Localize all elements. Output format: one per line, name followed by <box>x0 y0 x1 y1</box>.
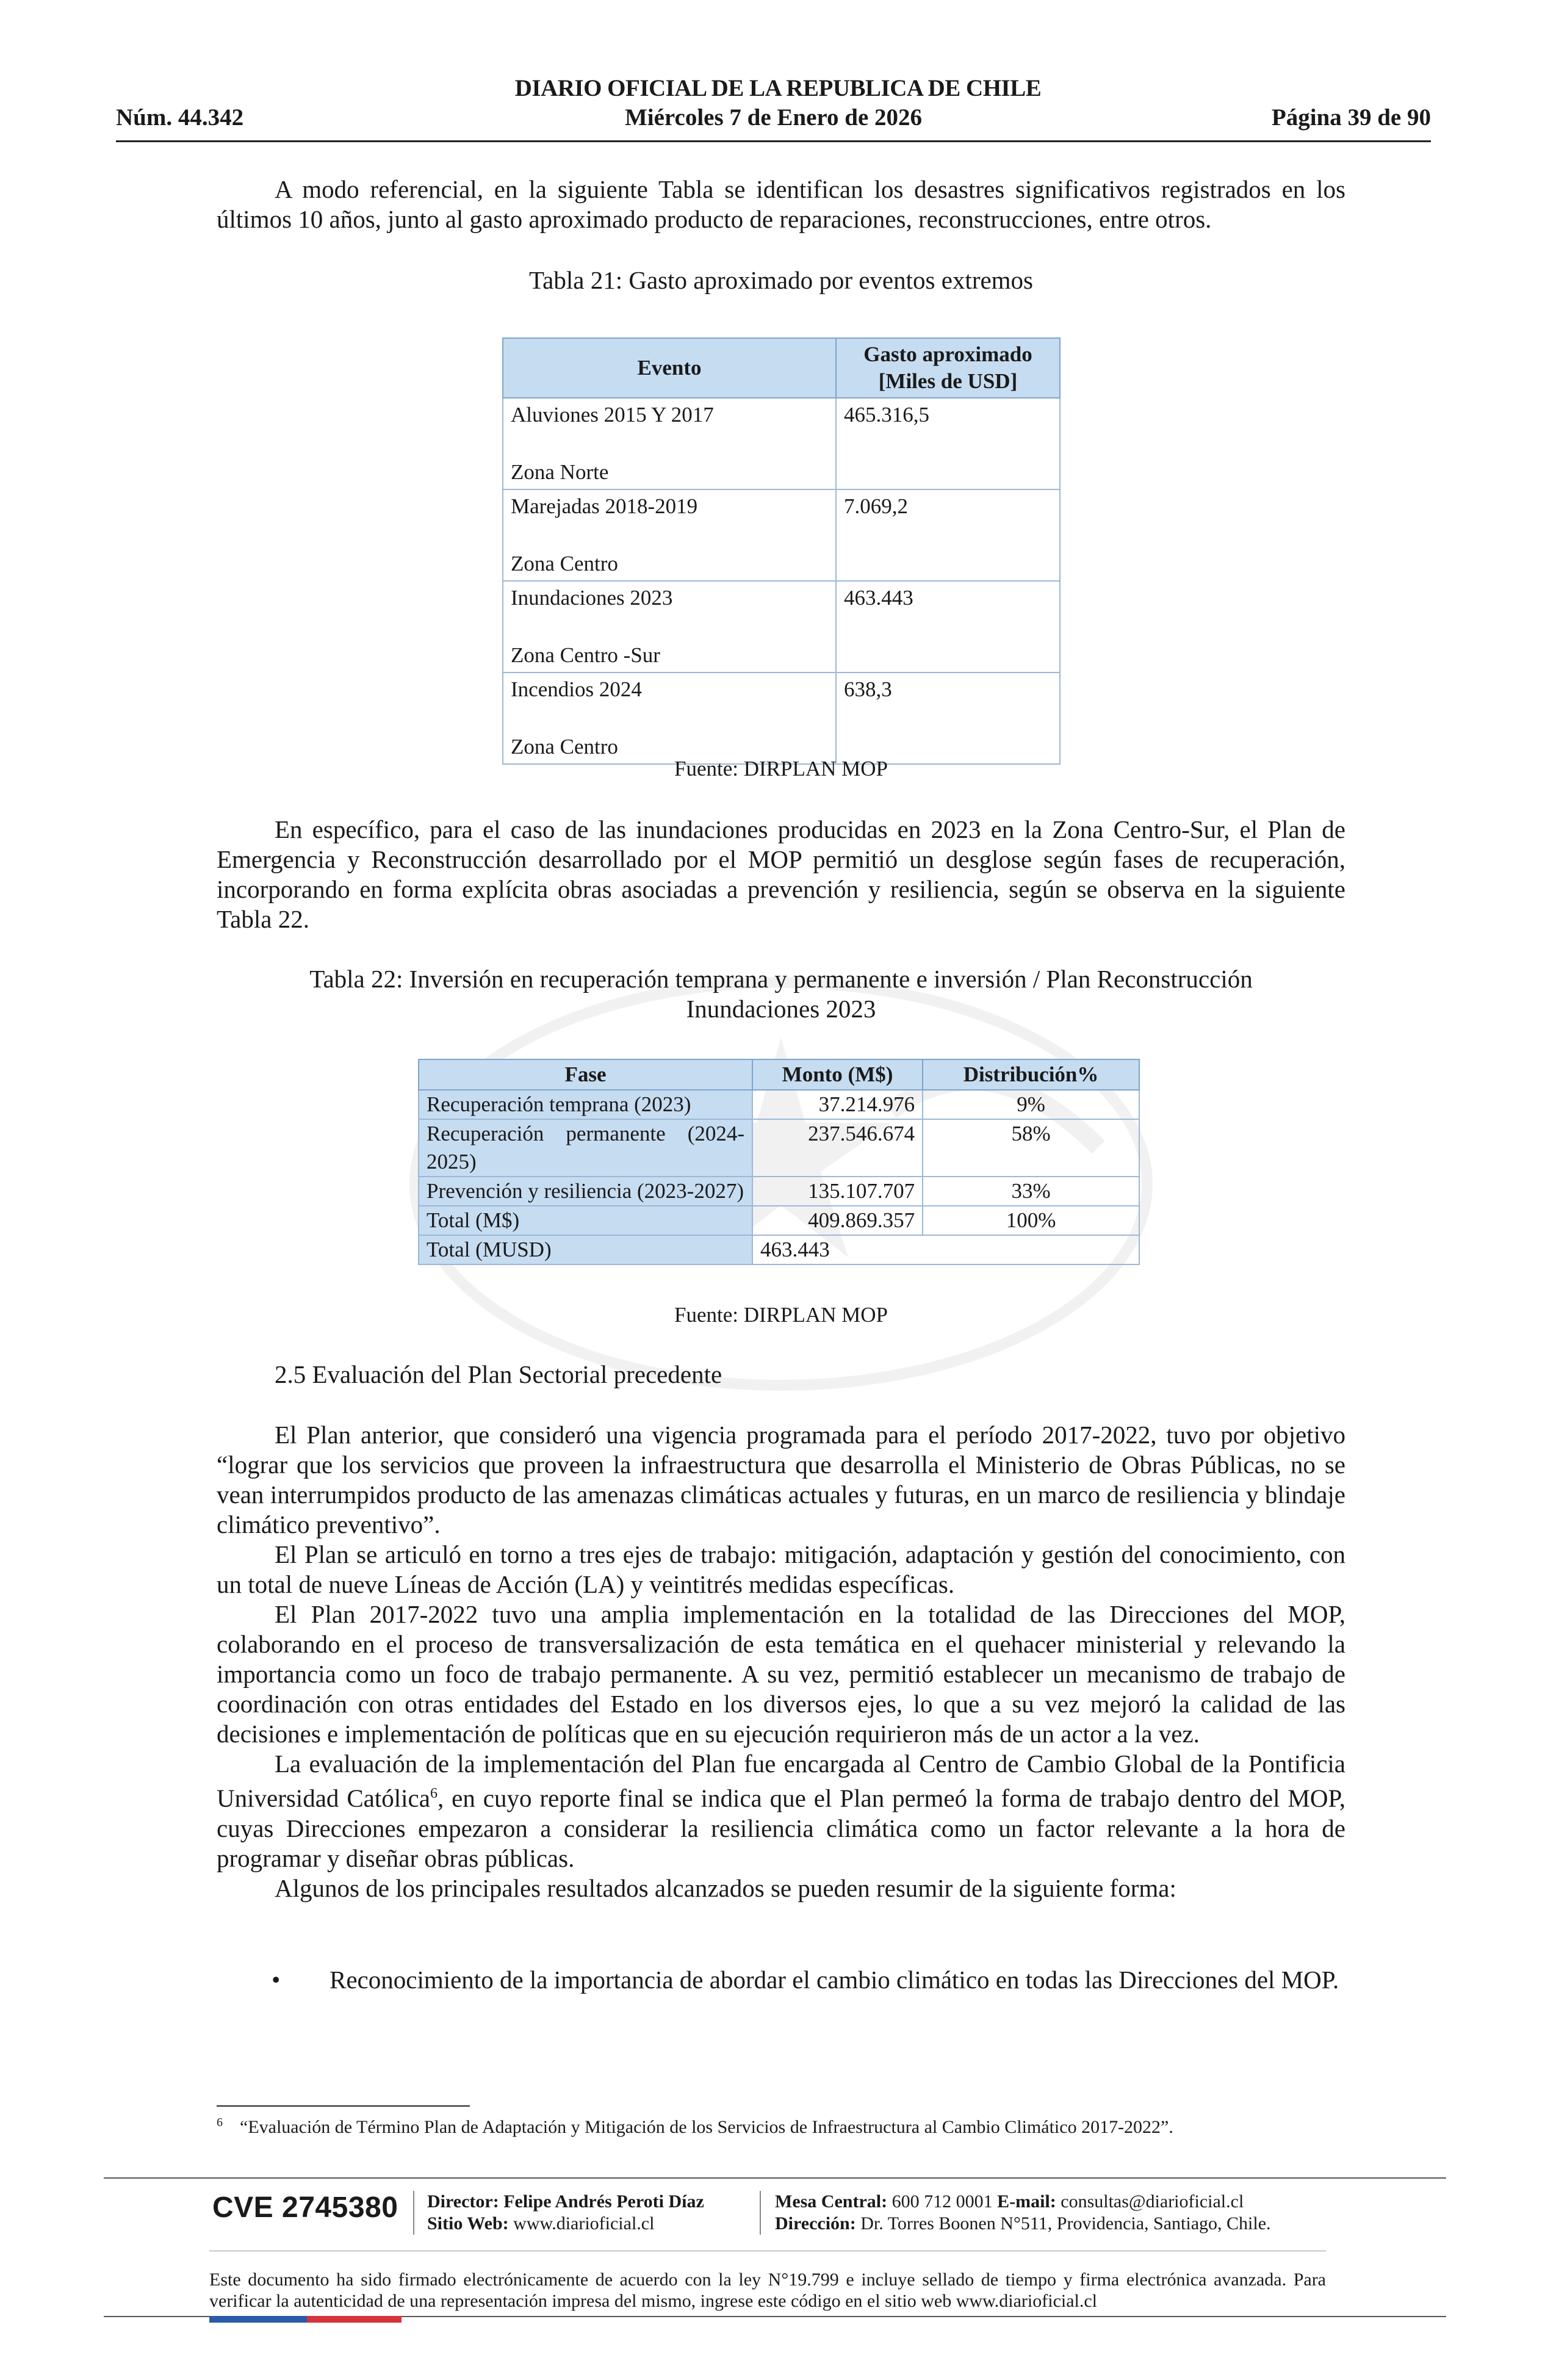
table22-caption <box>217 964 1345 1024</box>
issue-date: Miércoles 7 de Enero de 2026 <box>624 104 923 131</box>
director-label: Director: <box>427 2191 499 2212</box>
evento-zone: Zona Centro -Sur <box>511 643 660 667</box>
fase-cell: Total (M$) <box>419 1206 752 1235</box>
table21-evento-cell <box>503 398 836 489</box>
email-link[interactable]: consultas@diarioficial.cl <box>1061 2191 1244 2212</box>
table-row <box>419 1206 1139 1235</box>
section-body <box>217 1420 1345 1903</box>
section-paragraph <box>217 1749 1345 1873</box>
web-label: Sitio Web: <box>427 2213 509 2234</box>
issue-number: Núm. 44.342 <box>116 104 244 131</box>
evento-zone: Zona Centro <box>511 735 618 759</box>
footer-top-divider <box>104 2177 1446 2179</box>
table-row <box>419 1090 1139 1119</box>
table22 <box>418 1059 1140 1265</box>
table21-header-row <box>503 338 1060 398</box>
eval-text-part2: , en cuyo reporte final se indica que el Plan permeó la forma de trabajo dentro del MOP, cuyas Direcciones empezaron a considerar la resiliencia climática como un factor relevante a la hora de programar y diseñar obras públicas. <box>217 1784 1345 1872</box>
monto-cell: 135.107.707 <box>752 1177 923 1206</box>
intro-paragraph <box>217 175 1345 234</box>
table-row <box>419 1177 1139 1206</box>
web-link[interactable]: www.diarioficial.cl <box>513 2213 655 2234</box>
email-label: E-mail: <box>997 2191 1056 2212</box>
table21-evento-cell <box>503 489 836 581</box>
footnote-ref[interactable]: 6 <box>430 1786 438 1801</box>
intro-text: A modo referencial, en la siguiente Tabla se identifican los desastres significativos registrados en los últimos 10 años, junto al gasto aproximado producto de reparaciones, reconstrucciones, entre otros. <box>217 175 1345 233</box>
footer-contact-block <box>775 2191 1271 2235</box>
section-paragraph: Algunos de los principales resultados alcanzados se pueden resumir de la siguiente forma: <box>275 1873 1176 1902</box>
eval-text-part1: La evaluación de la implementación del Plan fue encargada al Centro de Cambio Global de la Pontificia Universidad Católica <box>217 1750 1345 1812</box>
address-value: Dr. Torres Boonen N°511, Providencia, Santiago, Chile. <box>860 2213 1271 2234</box>
table21-evento-cell <box>503 673 836 764</box>
evento-name: Marejadas 2018-2019 <box>511 494 698 518</box>
dist-cell: 33% <box>923 1177 1139 1206</box>
evento-name: Inundaciones 2023 <box>511 586 673 610</box>
table21-caption: Tabla 21: Gasto aproximado por eventos extremos <box>528 266 1034 294</box>
address-label: Dirección: <box>775 2213 856 2234</box>
table21-gasto-cell: 465.316,5 <box>836 398 1060 489</box>
bullet-item: Reconocimiento de la importancia de abordar el cambio climático en todas las Direcciones del MOP. <box>330 1966 1339 1994</box>
table22-caption-line1: Tabla 22: Inversión en recuperación temprana y permanente e inversión / Plan Reconstrucción <box>309 965 1253 993</box>
cve-code: CVE 2745380 <box>212 2191 398 2224</box>
footnote-text: “Evaluación de Término Plan de Adaptación y Mitigación de los Servicios de Infraestructura al Cambio Climático 2017-2022”. <box>240 2117 1173 2137</box>
publication-title: DIARIO OFICIAL DE LA REPUBLICA DE CHILE <box>514 75 1042 101</box>
table-row <box>419 1235 1139 1264</box>
footer-director-block <box>427 2191 704 2235</box>
table22-header-dist: Distribución% <box>923 1059 1139 1090</box>
table-row <box>503 673 1060 764</box>
fase-cell: Recuperación permanente (2024-2025) <box>419 1119 752 1177</box>
phone-value: 600 712 0001 <box>891 2191 993 2212</box>
legal-note: Este documento ha sido firmado electrónicamente de acuerdo con la ley N°19.799 e incluye sellado de tiempo y firma electrónica avanzada. Para verificar la autenticidad de una representación impresa del mismo, ingrese este código en el sitio web www.diarioficial.cl <box>209 2270 1326 2311</box>
dist-cell: 9% <box>923 1090 1139 1119</box>
footer-separator <box>760 2191 761 2235</box>
monto-cell: 37.214.976 <box>752 1090 923 1119</box>
dist-cell: 100% <box>923 1206 1139 1235</box>
dist-cell: 58% <box>923 1119 1139 1177</box>
fase-cell: Recuperación temprana (2023) <box>419 1090 752 1119</box>
table21-gasto-cell: 7.069,2 <box>836 489 1060 581</box>
table22-source: Fuente: DIRPLAN MOP <box>674 1303 888 1327</box>
evento-name: Aluviones 2015 Y 2017 <box>511 403 714 427</box>
flag-bar-red <box>307 2316 402 2323</box>
table-row <box>419 1119 1139 1177</box>
table22-header-fase: Fase <box>419 1059 752 1090</box>
section-paragraph: El Plan se articuló en torno a tres ejes de trabajo: mitigación, adaptación y gestión del conocimiento, con un total de nueve Líneas de Acción (LA) y veintitrés medidas específicas. <box>217 1540 1345 1598</box>
table21-gasto-cell: 463.443 <box>836 581 1060 673</box>
table-row <box>503 489 1060 581</box>
table21-source: Fuente: DIRPLAN MOP <box>674 757 888 781</box>
director-name: Felipe Andrés Peroti Díaz <box>503 2191 704 2212</box>
fase-cell: Total (MUSD) <box>419 1235 752 1264</box>
table21-gasto-cell: 638,3 <box>836 673 1060 764</box>
table21-evento-cell <box>503 581 836 673</box>
monto-cell: 409.869.357 <box>752 1206 923 1235</box>
table22-caption-line2: Inundaciones 2023 <box>686 995 876 1023</box>
bullet-marker: • <box>272 1966 281 1994</box>
fase-cell: Prevención y resiliencia (2023-2027) <box>419 1177 752 1206</box>
total-usd-cell: 463.443 <box>752 1235 1139 1264</box>
table-row <box>503 398 1060 489</box>
table21-header-gasto-line1: Gasto aproximado <box>863 342 1032 366</box>
specific-text: En específico, para el caso de las inundaciones producidas en 2023 en la Zona Centro-Sur, el Plan de Emergencia y Reconstrucción desarrollado por el MOP permitió un desglose según fases de recuperación, incorporando en forma explícita obras asociadas a prevención y resiliencia, según se observa en la siguiente Tabla 22. <box>217 815 1345 933</box>
footnote-mark: 6 <box>217 2116 223 2129</box>
table22-header-monto: Monto (M$) <box>752 1059 923 1090</box>
table21-header-evento: Evento <box>503 338 836 398</box>
footnote-divider <box>217 2105 470 2107</box>
evento-zone: Zona Centro <box>511 552 618 575</box>
table21-header-gasto-line2: [Miles de USD] <box>878 369 1018 393</box>
table21 <box>502 337 1061 765</box>
evento-zone: Zona Norte <box>511 460 609 484</box>
section-paragraph: El Plan 2017-2022 tuvo una amplia implementación en la totalidad de las Direcciones del MOP, colaborando en el proceso de transversalización de esta temática en el quehacer ministerial y relevando la importancia como un foco de trabajo permanente. A su vez, permitió establecer un mecanismo de trabajo de coordinación con otras entidades del Estado en los diversos ejes, lo que a su vez mejoró la calidad de las decisiones e implementación de políticas que en su ejecución requirieron más de un actor a la vez. <box>217 1600 1345 1748</box>
footnote <box>217 2116 1376 2138</box>
page-number: Página 39 de 90 <box>1271 104 1431 131</box>
section-heading: 2.5 Evaluación del Plan Sectorial precedente <box>275 1360 722 1388</box>
header-divider <box>116 140 1431 142</box>
monto-cell: 237.546.674 <box>752 1119 923 1177</box>
table-row <box>503 581 1060 673</box>
phone-label: Mesa Central: <box>775 2191 888 2212</box>
specific-paragraph <box>217 815 1345 934</box>
flag-bar-blue <box>209 2316 307 2323</box>
table21-header-gasto <box>836 338 1060 398</box>
section-paragraph: El Plan anterior, que consideró una vigencia programada para el período 2017-2022, tuvo por objetivo “lograr que los servicios que proveen la infraestructura que desarrolla el Ministerio de Obras Públicas, no se vean interrumpidos producto de las amenazas climáticas actuales y futuras, en un marco de resiliencia y blindaje climático preventivo”. <box>217 1421 1345 1538</box>
evento-name: Incendios 2024 <box>511 677 642 701</box>
footer-separator <box>413 2191 414 2235</box>
table22-header-row <box>419 1059 1139 1090</box>
